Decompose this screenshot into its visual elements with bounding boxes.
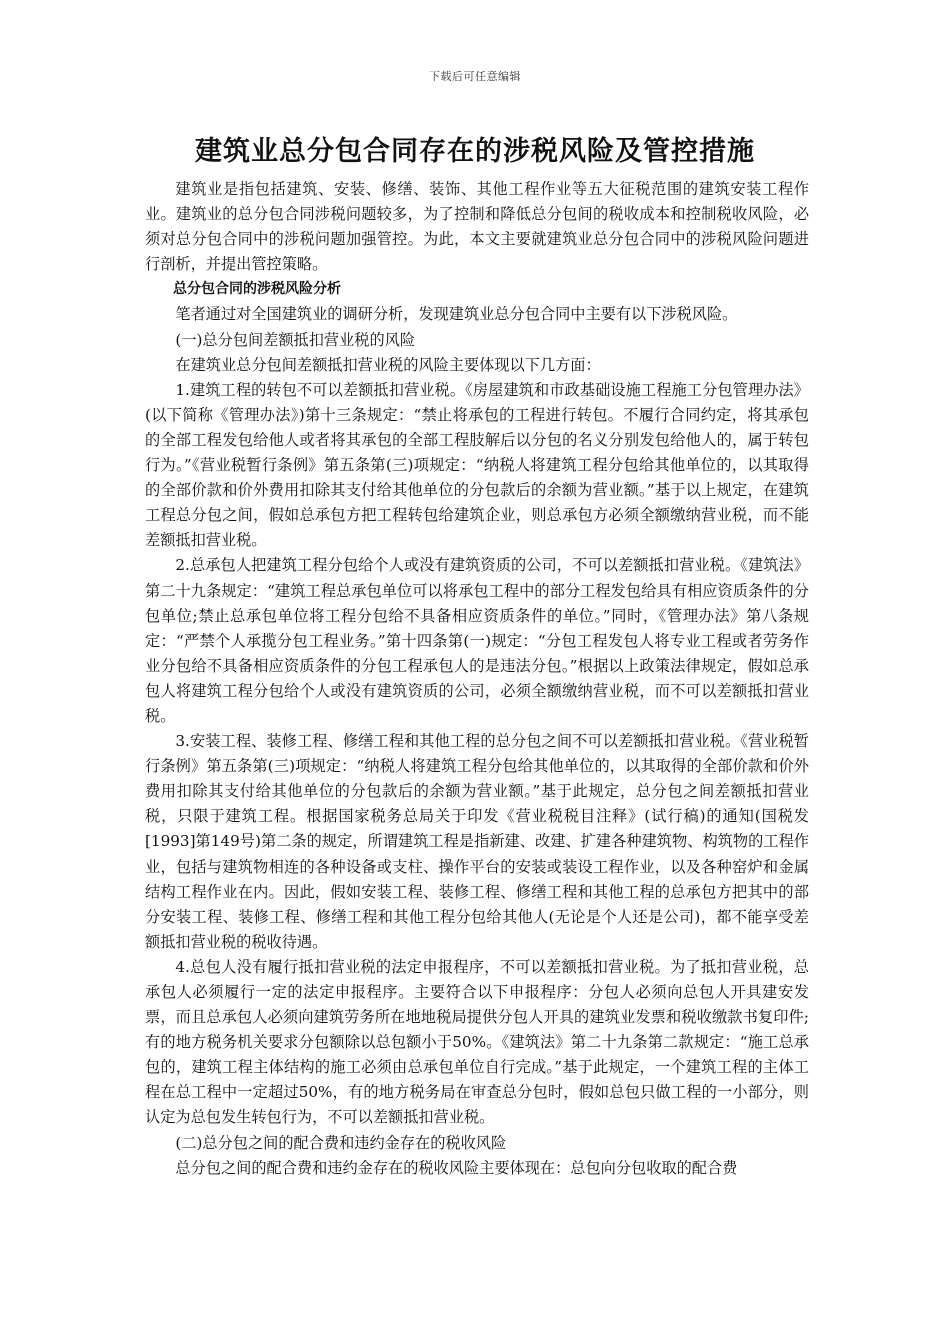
document-title: 建筑业总分包合同存在的涉税风险及管控措施	[195, 136, 755, 167]
paragraph-item-3: 3.安装工程、装修工程、修缮工程和其他工程的总分包之间不可以差额抵扣营业税。《营业税暂行条例》第五条第(三)项规定：“纳税人将建筑工程分包给其他单位的，以其取得的全部价款和价外费用扣除其支付给其他单位的分包款后的余额为营业额。”基于此规定，总分包之间差额抵扣营业税，只限于建筑工程。根据国家税务总局关于印发《营业税税目注释》(试行稿)的通知(国税发[1993]第149号)第二条的规定，所谓建筑工程是指新建、改建、扩建各种建筑物、构筑物的工程作业，包括与建筑物相连的各种设备或支柱、操作平台的安装或装设工程作业，以及各种窑炉和金属结构工程作业在内。因此，假如安装工程、装修工程、修缮工程和其他工程的总承包方把其中的部分安装工程、装修工程、修缮工程和其他工程分包给其他人(无论是个人还是公司)，都不能享受差额抵扣营业税的税收待遇。	[145, 732, 809, 951]
document-body	[145, 177, 809, 1181]
paragraph-item-4: 4.总包人没有履行抵扣营业税的法定申报程序，不可以差额抵扣营业税。为了抵扣营业税，总承包人必须履行一定的法定申报程序。主要符合以下申报程序：分包人必须向总包人开具建安发票，而且总承包人必须向建筑劳务所在地地税局提供分包人开具的建筑业发票和税收缴款书复印件;有的地方税务机关要求分包额除以总包额小于50%。《建筑法》第二十九条第二款规定：“施工总承包的，建筑工程主体结构的施工必须由总承包单位自行完成。”基于此规定，一个建筑工程的主体工程在总工程中一定超过50%，有的地方税务局在审查总分包时，假如总包只做工程的一小部分，则认定为总包发生转包行为，不可以差额抵扣营业税。	[145, 957, 809, 1127]
subsection-heading: (一)总分包间差额抵扣营业税的风险	[175, 330, 416, 349]
paragraph-item-1: 1.建筑工程的转包不可以差额抵扣营业税。《房屋建筑和市政基础设施工程施工分包管理办法》(以下简称《管理办法》)第十三条规定：“禁止将承包的工程进行转包。不履行合同约定，将其承包的全部工程发包给他人或者将其承包的全部工程肢解后以分包的名义分别发包给他人的，属于转包行为。”《营业税暂行条例》第五条第(三)项规定：“纳税人将建筑工程分包给其他单位的，以其取得的全部价款和价外费用扣除其支付给其他单位的分包款后的余额为营业额。”基于以上规定，在建筑工程总分包之间，假如总承包方把工程转包给建筑企业，则总承包方必须全额缴纳营业税，而不能差额抵扣营业税。	[145, 380, 809, 550]
paragraph-intro: 建筑业是指包括建筑、安装、修缮、装饰、其他工程作业等五大征税范围的建筑安装工程作业。建筑业的总分包合同涉税问题较多，为了控制和降低总分包间的税收成本和控制税收风险，必须对总分包合同中的涉税问题加强管控。为此，本文主要就建筑业总分包合同中的涉税风险问题进行剖析，并提出管控策略。	[145, 180, 809, 274]
paragraph-item-2: 2.总承包人把建筑工程分包给个人或没有建筑资质的公司，不可以差额抵扣营业税。《建筑法》第二十九条规定：“建筑工程总承包单位可以将承包工程中的部分工程发包给具有相应资质条件的分包单位;禁止总承包单位将工程分包给不具备相应资质条件的单位。”同时，《管理办法》第八条规定：“严禁个人承揽分包工程业务。”第十四条第(一)规定：“分包工程发包人将专业工程或者劳务作业分包给不具备相应资质条件的分包工程承包人的是违法分包。”根据以上政策法律规定，假如总承包人将建筑工程分包给个人或没有建筑资质的公司，必须全额缴纳营业税，而不可以差额抵扣营业税。	[145, 556, 809, 725]
paragraph: 笔者通过对全国建筑业的调研分析，发现建筑业总分包合同中主要有以下涉税风险。	[175, 305, 738, 324]
subsection-heading: (二)总分包之间的配合费和违约金存在的税收风险	[175, 1133, 507, 1152]
paragraph: 总分包之间的配合费和违约金存在的税收风险主要体现在：总包向分包收取的配合费	[175, 1158, 738, 1177]
section-heading: 总分包合同的涉税风险分析	[173, 281, 341, 298]
paragraph: 在建筑业总分包间差额抵扣营业税的风险主要体现以下几方面：	[175, 355, 601, 374]
header-note: 下载后可任意编辑	[429, 70, 521, 83]
